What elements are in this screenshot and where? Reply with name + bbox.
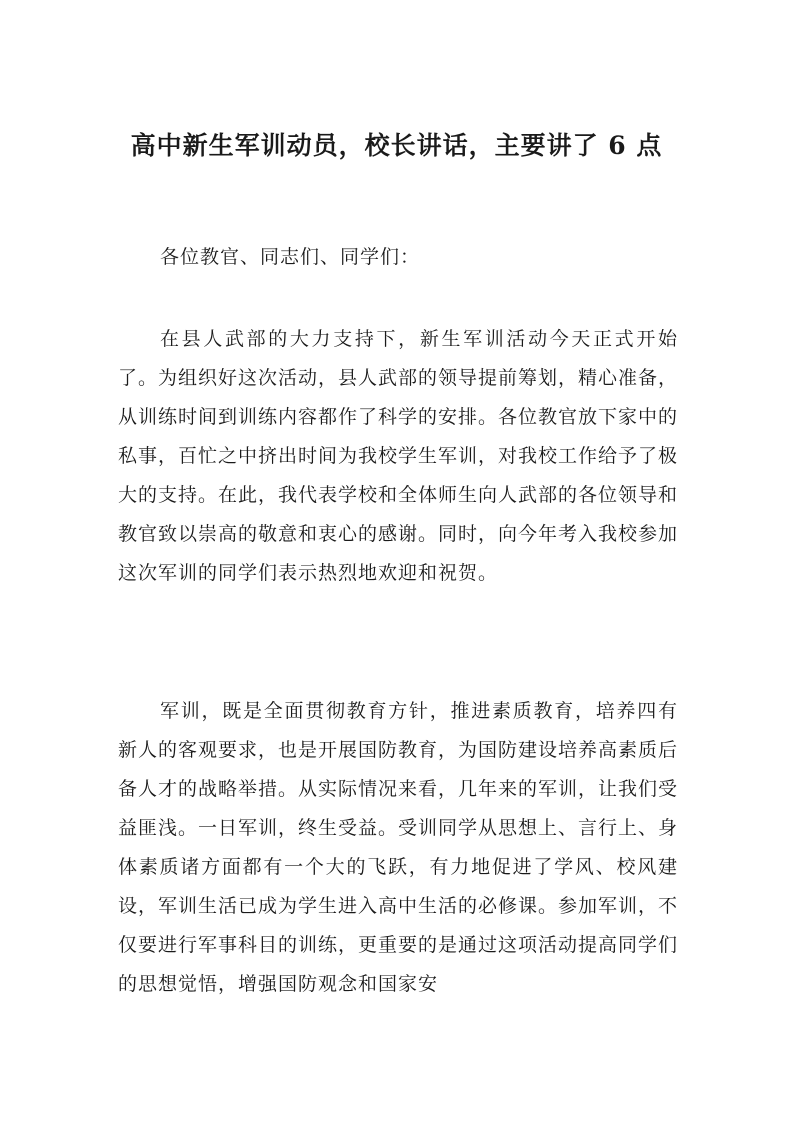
salutation: 各位教官、同志们、同学们： bbox=[160, 246, 421, 268]
paragraph-1: 在县人武部的大力支持下，新生军训活动今天正式开始了。为组织好这次活动，县人武部的领导提前筹划，精心准备，从训练时间到训练内容都作了科学的安排。各位教官放下家中的私事，百忙之中挤出时间为我校学生军训，对我校工作给予了极大的支持。在此，我代表学校和全体师生向人武部的各位领导和教官致以崇高的敬意和衷心的感谢。同时，向今年考入我校参加这次军训的同学们表示热烈地欢迎和祝贺。 bbox=[118, 328, 679, 584]
document-title: 高中新生军训动员，校长讲话，主要讲了 6 点 bbox=[130, 131, 663, 160]
paragraph-2: 军训，既是全面贯彻教育方针，推进素质教育，培养四有新人的客观要求，也是开展国防教育，为国防建设培养高素质后备人才的战略举措。从实际情况来看，几年来的军训，让我们受益匪浅。一日军训，终生受益。受训同学从思想上、言行上、身体素质诸方面都有一个大的飞跃，有力地促进了学风、校风建设，军训生活已成为学生进入高中生活的必修课。参加军训，不仅要进行军事科目的训练，更重要的是通过这项活动提高同学们的思想觉悟，增强国防观念和国家安 bbox=[118, 700, 678, 995]
